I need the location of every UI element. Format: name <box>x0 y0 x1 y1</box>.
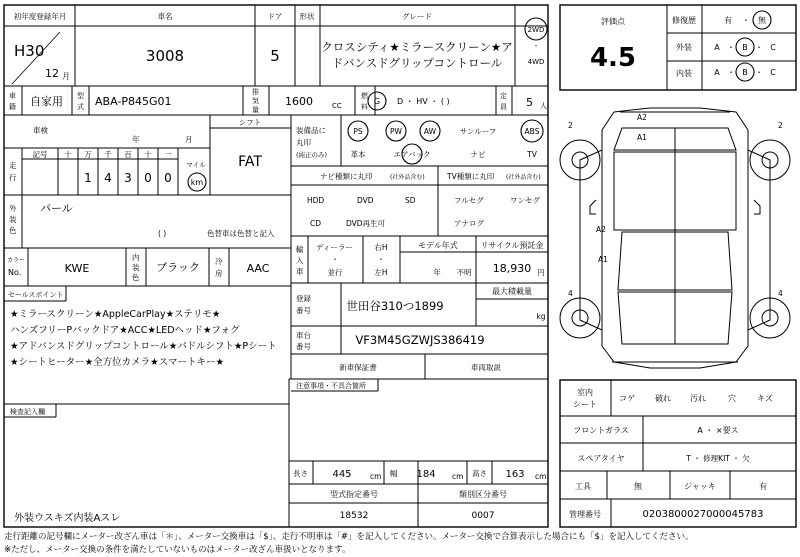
score-value: 4.5 <box>589 43 637 73</box>
length-unit: cm <box>370 472 382 481</box>
model-year-label: モデル年式 <box>418 241 458 250</box>
drive-2wd: 2WD <box>527 26 545 34</box>
reg-year: H30 <box>14 42 45 60</box>
ac-value: AAC <box>246 262 270 275</box>
interior-label-2: 装 <box>132 263 140 272</box>
import-dot-2: ・ <box>377 255 385 264</box>
disp-label-2: 気 <box>252 97 259 105</box>
model-year-unit: 年 <box>433 268 441 277</box>
model-label-2: 式 <box>77 103 84 111</box>
navi-dvd-play: DVD再生可 <box>346 219 386 228</box>
int-a: A <box>714 68 720 77</box>
drive-4wd: 4WD <box>527 58 545 66</box>
unit-1: 万 <box>84 150 92 159</box>
interior-label-3: 色 <box>132 273 140 282</box>
repair-label: 修復歴 <box>672 16 696 25</box>
footer-line-2: ※ただし、メーター交換の条件を満たしていないものはメーター改ざん車扱いとなります。 <box>4 545 351 555</box>
navi-dvd: DVD <box>357 196 374 205</box>
shift-label: シフト <box>238 118 262 127</box>
import-dealer: ディーラー <box>316 243 353 252</box>
ext-a: A <box>714 43 720 52</box>
digit-4: 0 <box>164 171 172 185</box>
cap-label-2: 員 <box>500 103 507 111</box>
navi-sub: (社外品含む) <box>390 174 425 181</box>
label-fl: 2 <box>568 121 573 130</box>
spare-label: スペアタイヤ <box>577 454 625 463</box>
label-a2-side: A2 <box>596 225 606 234</box>
color-label-1: 外 <box>9 204 17 213</box>
digit-2: 3 <box>124 171 132 185</box>
interior-opt-koge: コゲ <box>619 394 635 403</box>
import-parallel: 並行 <box>327 268 343 277</box>
import-label-3: 車 <box>296 267 304 276</box>
navi-cd: CD <box>310 219 322 228</box>
cap-value: 5 <box>526 96 533 109</box>
inspection-label: 車検 <box>33 126 48 135</box>
equip-sunroof: サンルーフ <box>459 127 497 136</box>
import-label-1: 輸 <box>296 245 304 254</box>
inspection-year-unit: 年 <box>132 135 140 144</box>
fuel-rest: D ・ HV ・ ( ) <box>397 97 450 106</box>
interior-label-1: 内 <box>132 253 140 262</box>
equip-label-1: 装備品に <box>296 126 326 135</box>
shape-label: 形状 <box>299 12 315 21</box>
use-value: 自家用 <box>30 95 63 108</box>
mileage-label-1: 走 <box>9 161 17 170</box>
digit-3: 0 <box>144 171 152 185</box>
import-left-h: 左H <box>374 268 388 277</box>
disp-value: 1600 <box>285 95 313 108</box>
inspector-label: 検査記入欄 <box>10 408 45 416</box>
repair-dot: ・ <box>742 16 750 25</box>
equip-ps: PS <box>353 127 363 136</box>
sales-line-2: ハンズフリーPバックドア★ACC★LEDヘッド★フォグ <box>10 325 240 336</box>
windshield-options: A ・ ×要ス <box>697 426 739 435</box>
disp-label-1: 排 <box>252 88 259 96</box>
inspection-month-unit: 月 <box>185 135 193 144</box>
import-dot: ・ <box>331 255 339 264</box>
navi-sd: SD <box>405 196 416 205</box>
unit-2: 千 <box>104 150 112 159</box>
mileage-label-2: 行 <box>9 173 17 182</box>
disp-label-3: 量 <box>252 106 259 114</box>
ext-dot-1: ・ <box>727 43 735 52</box>
car-damage-diagram <box>560 108 790 368</box>
color-no-label-2: No. <box>8 268 22 277</box>
car-name-label: 車名 <box>157 12 173 21</box>
interior-check-label-1: 室内 <box>577 388 593 397</box>
tv-label: TV種類に丸印 <box>447 172 495 181</box>
label-rl: 4 <box>568 289 573 298</box>
tools-value: 無 <box>634 482 642 491</box>
int-b: B <box>742 68 748 77</box>
chassis-value: VF3M45GZWJS386419 <box>355 333 485 347</box>
repair-yes: 有 <box>724 16 732 25</box>
doors: 5 <box>270 47 280 65</box>
model-label-1: 型 <box>77 92 84 100</box>
recycle-label: リサイクル預託金 <box>480 241 544 250</box>
exterior-label: 外装 <box>676 43 692 52</box>
sales-line-4: ★シートヒーター★全方位カメラ★スマートキー★ <box>10 357 224 368</box>
equip-label-3: (純正のみ) <box>296 151 328 159</box>
drive-dot: ・ <box>532 42 540 50</box>
ext-c: C <box>770 43 776 52</box>
class-label: 類別区分番号 <box>459 490 507 499</box>
tv-oneseg: ワンセグ <box>510 196 540 205</box>
label-a1-top: A1 <box>637 133 647 142</box>
warranty-label: 新車保証書 <box>339 363 377 372</box>
tv-analog: アナログ <box>454 219 484 228</box>
int-c: C <box>770 68 776 77</box>
unit-5: 一 <box>164 150 172 159</box>
type-value: 18532 <box>339 511 369 521</box>
fuel-label-1: 燃 <box>361 92 368 100</box>
use-label-2: 籍 <box>9 103 16 111</box>
model-value: ABA-P845G01 <box>95 95 172 108</box>
equip-abs: ABS <box>524 127 540 136</box>
equip-tv: TV <box>527 150 537 159</box>
max-load-label: 最大積載量 <box>492 287 532 296</box>
ac-label-2: 房 <box>215 269 223 278</box>
label-a2-top: A2 <box>637 113 647 122</box>
height-value: 163 <box>505 469 525 480</box>
equip-airbag: エアバック <box>393 150 431 159</box>
equip-navi: ナビ <box>470 150 486 159</box>
digit-0: 1 <box>84 171 92 185</box>
chassis-label-1: 車台 <box>296 331 311 340</box>
score-label: 評価点 <box>601 17 625 26</box>
length-label: 長さ <box>293 469 308 478</box>
sales-line-1: ★ミラースクリーン★AppleCarPlay★ステリモ★ <box>10 309 221 320</box>
equip-aw: AW <box>423 127 437 136</box>
first-reg-label: 初年度登録年月 <box>13 12 67 21</box>
color-no-label-1: カラー <box>7 257 26 264</box>
color-value: パール <box>40 202 73 215</box>
interior-check-label-2: シート <box>573 400 597 409</box>
cap-label-1: 定 <box>500 92 507 100</box>
class-value: 0007 <box>471 511 495 521</box>
notes-label: 注意事項・不具合箇所 <box>296 382 366 390</box>
jack-value: 有 <box>759 482 767 491</box>
unit-0: 十 <box>64 150 72 159</box>
spare-options: T ・ 修理KIT ・ 欠 <box>686 454 750 463</box>
mileage-mark-label: 記号 <box>32 150 48 159</box>
reg-label-2: 番号 <box>296 306 311 315</box>
manual-label: 車両取説 <box>471 363 501 372</box>
chassis-label-2: 番号 <box>296 342 311 351</box>
ext-b: B <box>742 43 748 52</box>
width-unit: cm <box>452 472 464 481</box>
car-name: 3008 <box>145 47 185 65</box>
reg-month: 12 <box>45 67 59 80</box>
disp-unit: CC <box>332 102 342 110</box>
color-label-2: 装 <box>9 215 17 224</box>
shift-value: FAT <box>238 154 262 170</box>
tv-sub: (社外品含む) <box>506 174 541 181</box>
height-label: 高さ <box>472 469 487 478</box>
unit-4: 十 <box>144 150 152 159</box>
fuel-g: G <box>373 97 381 106</box>
digit-1: 4 <box>104 171 112 185</box>
mgmt-label: 管理番号 <box>569 510 601 519</box>
color-paren: ( ) <box>158 229 167 238</box>
unit-3: 百 <box>124 150 132 159</box>
mile-label: マイル <box>186 161 206 169</box>
sales-label: セールスポイント <box>8 291 64 299</box>
import-label-2: 入 <box>296 256 304 265</box>
width-label: 幅 <box>390 469 398 478</box>
sales-line-3: ★アドバンスドグリップコントロール★パドルシフト★Pシート <box>10 341 277 352</box>
cap-unit: 人 <box>540 102 547 110</box>
grade-line-1: クロスシティ★ミラースクリーン★ア <box>321 40 513 54</box>
reg-value: 世田谷310つ1899 <box>346 299 444 313</box>
recycle-value: 18,930 <box>492 262 532 275</box>
recycle-unit: 円 <box>537 268 545 277</box>
interior-opt-kizu: キズ <box>757 394 773 403</box>
label-rr: 4 <box>778 289 783 298</box>
equip-label-2: 丸印 <box>296 138 311 147</box>
footer-line-1: 走行距離の記号欄にメーター改ざん車は「＊」、メーター交換車は「$」、走行不明車は「#」を記入してください。メーター交換で合算表示した場合にも「$」を記入してください。 <box>4 532 694 542</box>
interior-value: ブラック <box>156 261 200 274</box>
grade-line-2: ドバンスドグリップコントロール <box>331 56 503 70</box>
reg-label-1: 登録 <box>296 294 311 303</box>
tv-fullseg: フルセグ <box>454 196 484 205</box>
grade-label: グレード <box>402 12 432 21</box>
ac-label-1: 冷 <box>215 257 223 266</box>
interior-opt-yabure: 破れ <box>655 394 671 403</box>
label-a1-side: A1 <box>598 255 608 264</box>
door-label: ドア <box>267 12 283 21</box>
interior-opt-ana: 穴 <box>728 394 736 403</box>
interior-opt-yogore: 汚れ <box>690 394 706 403</box>
windshield-label: フロントガラス <box>573 426 629 435</box>
model-year-unknown: 不明 <box>456 268 472 277</box>
interior-label: 内装 <box>676 69 692 78</box>
color-label-3: 色 <box>9 226 17 235</box>
color-no-value: KWE <box>64 262 90 275</box>
navi-label: ナビ種類に丸印 <box>320 172 373 181</box>
use-label-1: 車 <box>9 92 16 100</box>
int-dot-1: ・ <box>727 68 735 77</box>
repair-none: 無 <box>758 16 766 25</box>
mgmt-value: 0203800027000045783 <box>642 509 764 520</box>
navi-hdd: HDD <box>307 196 325 205</box>
width-value: 184 <box>416 469 436 480</box>
int-dot-2: ・ <box>755 68 763 77</box>
inspector-note: 外装ウスキズ内装Aスレ <box>14 513 121 524</box>
color-note: 色替車は色替と記入 <box>207 229 275 238</box>
equip-leather: 革本 <box>350 150 366 159</box>
max-load-unit: kg <box>536 312 546 321</box>
label-fr: 2 <box>778 121 783 130</box>
fuel-label-2: 料 <box>361 103 368 111</box>
length-value: 445 <box>332 469 352 480</box>
height-unit: cm <box>535 472 547 481</box>
import-right-h: 右H <box>374 243 388 252</box>
reg-month-unit: 月 <box>62 72 70 81</box>
equip-pw: PW <box>390 127 402 136</box>
ext-dot-2: ・ <box>755 43 763 52</box>
type-label: 型式指定番号 <box>330 490 378 499</box>
km-label: km <box>190 178 204 187</box>
jack-label: ジャッキ <box>684 482 716 491</box>
tools-label: 工具 <box>575 482 591 491</box>
